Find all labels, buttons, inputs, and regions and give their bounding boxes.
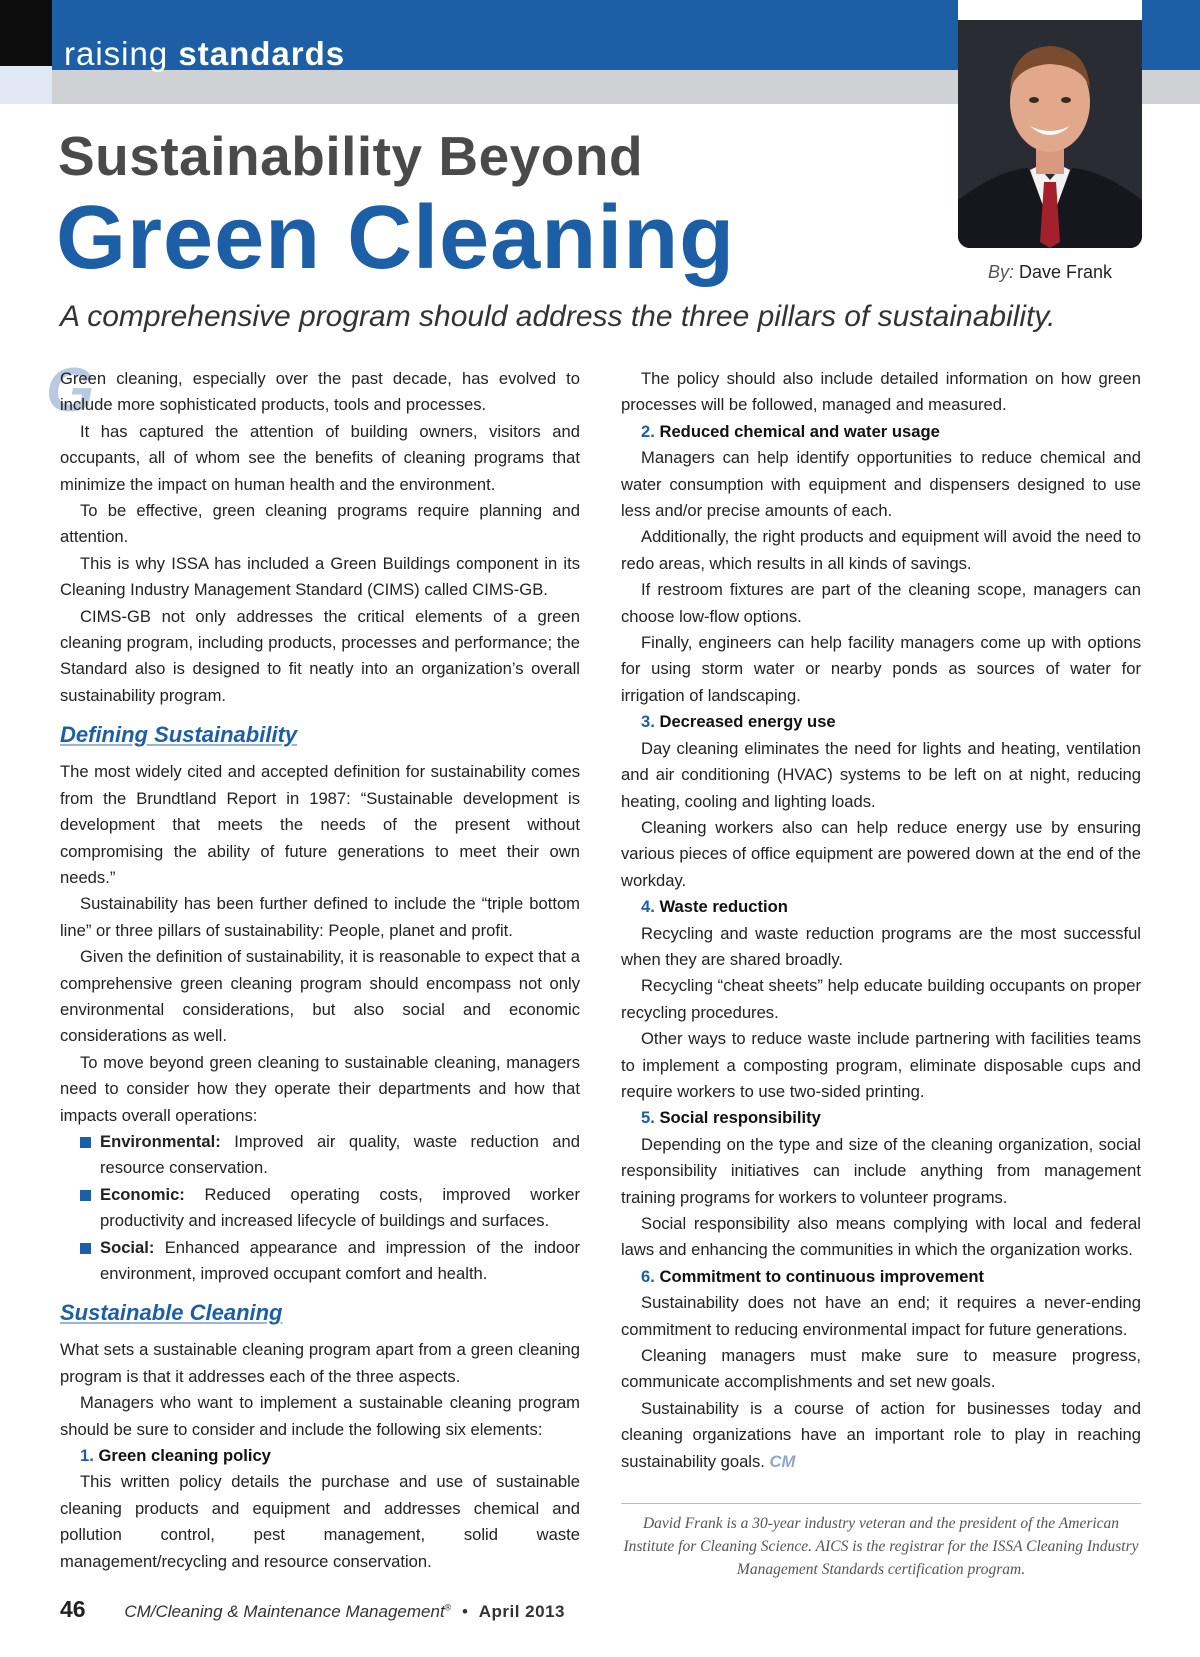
- paragraph: To move beyond green cleaning to sustainable cleaning, managers need to consider how they operate their departments and how that impacts overall operations:: [60, 1052, 580, 1125]
- list-item: [80, 1129, 580, 1182]
- left-column: [46, 356, 580, 1575]
- paragraph: Given the definition of sustainability, it is reasonable to expect that a comprehensive green cleaning program should encompass not only environmental considerations, but also social and economic considerations as well.: [60, 947, 580, 1046]
- author-portrait-graphic: [958, 20, 1142, 248]
- paragraph: To be effective, green cleaning programs require planning and attention.: [60, 501, 580, 547]
- drop-cap: G: [46, 356, 95, 425]
- element-heading-1: [60, 1443, 580, 1469]
- element-title: Green cleaning policy: [98, 1446, 271, 1466]
- paragraph: Sustainability has been further defined to include the “triple bottom line” or three pillars of sustainability: People, planet and profit.: [60, 894, 580, 940]
- subhead-sustainable-cleaning: Sustainable Cleaning: [60, 1300, 283, 1326]
- corner-accent: [0, 66, 52, 104]
- element-heading-4: [621, 894, 1141, 920]
- title-line-1: Sustainability Beyond: [58, 125, 644, 187]
- closing-paragraph: [621, 1396, 1141, 1475]
- element-number: 5.: [641, 1108, 655, 1128]
- subhead-defining-sustainability: Defining Sustainability: [60, 722, 298, 748]
- author-photo: [958, 20, 1142, 248]
- element-title: Waste reduction: [659, 897, 788, 917]
- byline-prefix: By:: [987, 262, 1014, 282]
- paragraph: The most widely cited and accepted definition for sustainability comes from the Brundtland Report in 1987: “Sustainable development is development that meets the needs of the present without compromising the ability of future generations to meet their own needs.”: [60, 762, 580, 887]
- paragraph: Sustainability does not have an end; it requires a never-ending commitment to reducing environmental impact for future generations.: [621, 1293, 1141, 1339]
- intro-paragraph: [46, 356, 580, 425]
- paragraph: This is why ISSA has included a Green Buildings component in its Cleaning Industry Management Standard (CIMS) called CIMS-GB.: [60, 553, 580, 600]
- paragraph: The policy should also include detailed information on how green processes will be followed, managed and measured.: [621, 369, 1141, 415]
- paragraph: CIMS-GB not only addresses the critical elements of a green cleaning program, including products, processes and performance; the Standard also is designed to fit neatly into an organization’s overall sustainability program.: [60, 606, 580, 705]
- paragraph: Other ways to reduce waste include partnering with facilities teams to implement a composting program, eliminate disposable cups and require workers to use two-sided printing.: [621, 1029, 1141, 1101]
- paragraph: This written policy details the purchase and use of sustainable cleaning products and equipment and addresses chemical and pollution control, pest management, solid waste management/recycling and resource conservation.: [60, 1472, 580, 1571]
- paragraph: Managers can help identify opportunities to reduce chemical and water consumption with equipment and dispensers designed to use less and/or precise amounts of each.: [621, 448, 1141, 521]
- author-name: Dave Frank: [1018, 262, 1113, 282]
- closing-text: Sustainability is a course of action for businesses today and cleaning organizations have an important role to play in reaching sustainability goals.: [621, 1398, 1141, 1471]
- list-item-label: Social:: [100, 1237, 155, 1257]
- list-item: [80, 1235, 580, 1288]
- pillars-list: [60, 1129, 580, 1287]
- magazine-name: CM/Cleaning & Maintenance Management: [124, 1602, 445, 1621]
- corner-block: [0, 0, 52, 66]
- list-item-text: Improved air quality, waste reduction and resource conservation.: [100, 1131, 580, 1178]
- paragraph: Finally, engineers can help facility managers come up with options for using storm water or nearby ponds as sources of water for irrigation of landscaping.: [621, 633, 1141, 705]
- element-heading-3: [621, 709, 1141, 735]
- element-title: Social responsibility: [659, 1108, 821, 1128]
- paragraph: Managers who want to implement a sustainable cleaning program should be sure to consider and include the following six elements:: [60, 1393, 580, 1439]
- element-heading-5: [621, 1105, 1141, 1131]
- right-column: [621, 366, 1141, 1475]
- list-item-text: Reduced operating costs, improved worker productivity and increased lifecycle of buildings and surfaces.: [100, 1184, 580, 1231]
- bullet-square-icon: [80, 1137, 91, 1148]
- paragraph: It has captured the attention of building owners, visitors and occupants, all of whom see the benefits of cleaning programs that minimize the impact on human health and the environment.: [60, 421, 580, 494]
- paragraph: Recycling and waste reduction programs are the most successful when they are shared broadly.: [621, 923, 1141, 969]
- element-title: Commitment to continuous improvement: [659, 1266, 984, 1286]
- page-number: 46: [60, 1596, 86, 1622]
- element-number: 3.: [641, 712, 655, 732]
- page-footer: [60, 1596, 565, 1623]
- element-heading-2: [621, 419, 1141, 445]
- paragraph: Additionally, the right products and equipment will avoid the need to redo areas, which results in all kinds of savings.: [621, 527, 1141, 573]
- paragraph: Depending on the type and size of the cleaning organization, social responsibility initiatives can include anything from management training programs for workers to volunteer programs.: [621, 1134, 1141, 1207]
- element-title: Reduced chemical and water usage: [659, 421, 940, 441]
- registered-mark: ®: [444, 1602, 452, 1613]
- bullet-square-icon: [80, 1190, 91, 1201]
- element-heading-6: [621, 1264, 1141, 1290]
- paragraph: If restroom fixtures are part of the cleaning scope, managers can choose low-flow options.: [621, 580, 1141, 626]
- section-tag-light: raising: [64, 35, 169, 72]
- element-number: 1.: [80, 1446, 94, 1466]
- element-number: 2.: [641, 421, 655, 441]
- list-item-label: Economic:: [100, 1184, 185, 1204]
- section-tag: [64, 34, 345, 74]
- title-line-2: Green Cleaning: [56, 188, 736, 288]
- bullet-square-icon: [80, 1243, 91, 1254]
- byline: [958, 262, 1142, 283]
- author-bio: David Frank is a 30-year industry veteran and the president of the American Institute for Cleaning Science. AICS is the registrar for the ISSA Cleaning Industry Management Standards certification program.: [623, 1515, 1139, 1578]
- element-title: Decreased energy use: [659, 712, 836, 732]
- paragraph: What sets a sustainable cleaning program apart from a green cleaning program is that it addresses each of the three aspects.: [60, 1340, 580, 1386]
- bio-divider: [621, 1503, 1141, 1504]
- element-number: 6.: [641, 1266, 655, 1286]
- intro-text: Green cleaning, especially over the past decade, has evolved to include more sophisticated products, tools and processes.: [60, 369, 580, 415]
- list-item-label: Environmental:: [100, 1131, 221, 1151]
- subtitle: A comprehensive program should address the three pillars of sustainability.: [60, 300, 1056, 333]
- header-band-right: [1142, 0, 1200, 70]
- element-number: 4.: [641, 897, 655, 917]
- section-tag-bold: standards: [178, 35, 346, 72]
- paragraph: Cleaning workers also can help reduce energy use by ensuring various pieces of office equipment are powered down at the end of the workday.: [621, 817, 1141, 890]
- issue-date: April 2013: [478, 1602, 565, 1621]
- footer-separator: •: [462, 1602, 468, 1621]
- paragraph: Recycling “cheat sheets” help educate building occupants on proper recycling procedures.: [621, 976, 1141, 1022]
- paragraph: Day cleaning eliminates the need for lights and heating, ventilation and air conditioning (HVAC) systems to be left on at night, reducing heating, cooling and lighting loads.: [621, 738, 1141, 811]
- paragraph: Cleaning managers must make sure to measure progress, communicate accomplishments and set new goals.: [621, 1346, 1141, 1392]
- list-item-text: Enhanced appearance and impression of the indoor environment, improved occupant comfort and health.: [100, 1237, 580, 1283]
- list-item: [80, 1182, 580, 1235]
- paragraph: Social responsibility also means complying with local and federal laws and enhancing the communities in which the organization works.: [621, 1214, 1141, 1260]
- end-mark: CM: [769, 1451, 796, 1471]
